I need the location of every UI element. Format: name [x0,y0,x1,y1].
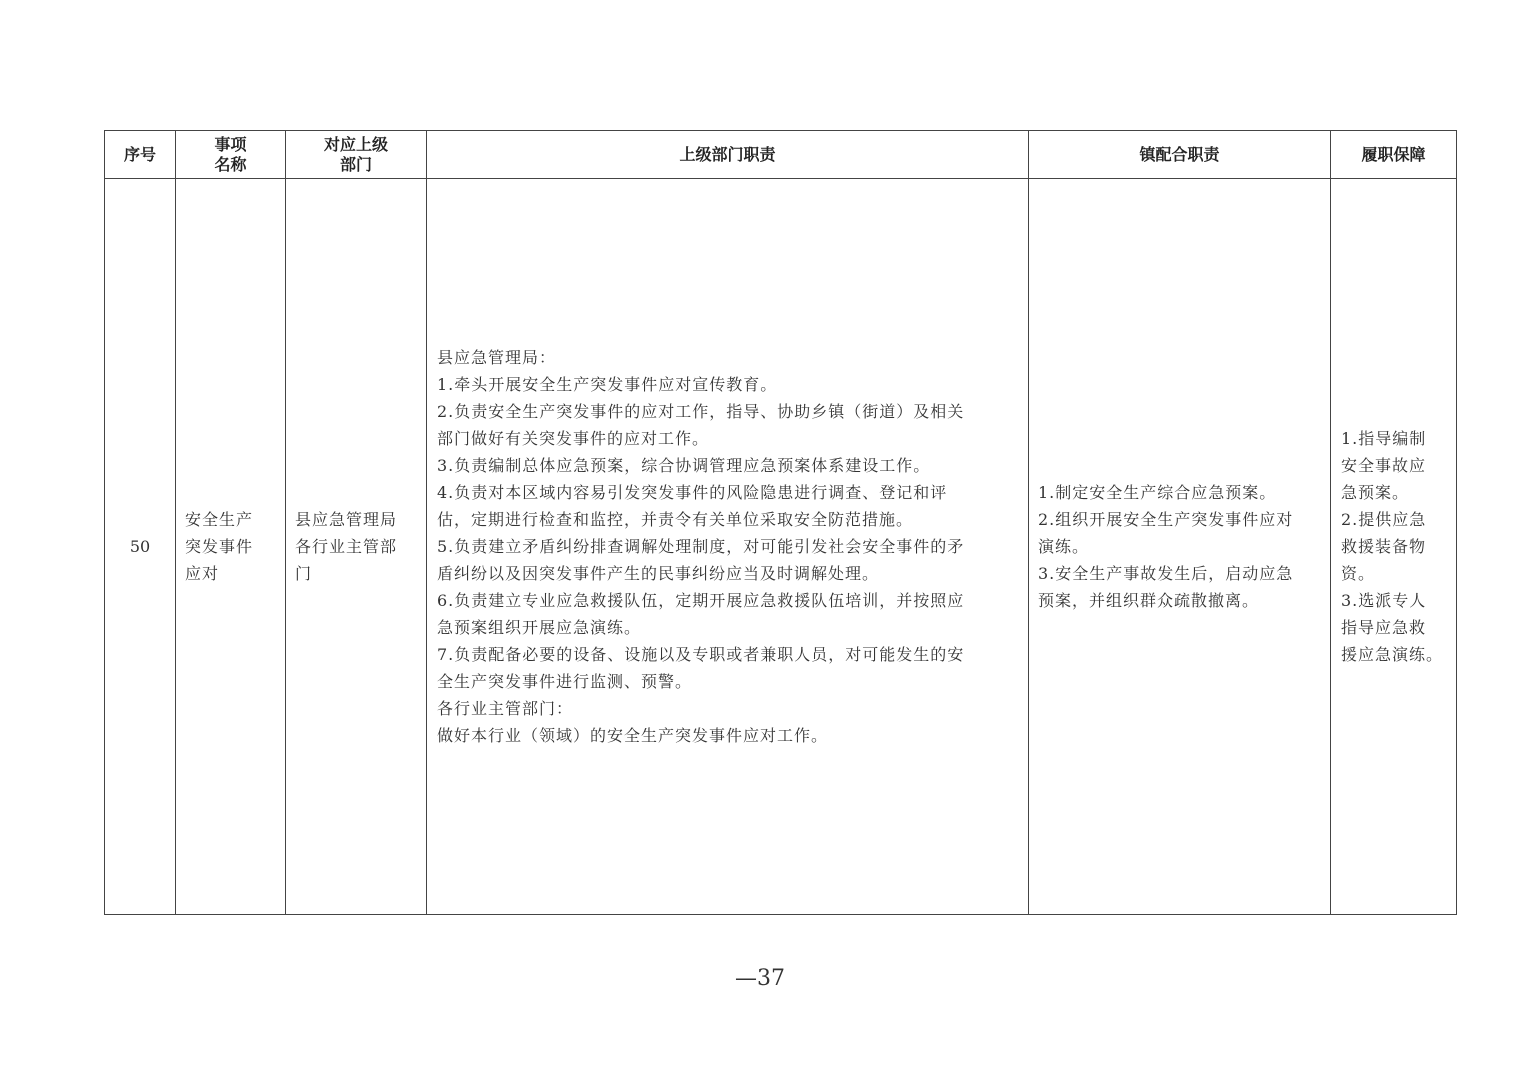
page-number: —37 [735,966,785,991]
duty-table [104,130,1457,915]
header-item-name: 事项 名称 [176,131,286,179]
cell-seq: 50 [105,179,176,915]
table-header-row [105,131,1457,179]
header-upper-duties: 上级部门职责 [427,131,1029,179]
cell-upper-department: 县应急管理局 各行业主管部 门 [286,179,427,915]
header-upper-department: 对应上级 部门 [286,131,427,179]
cell-upper-duties: 县应急管理局： 1.牵头开展安全生产突发事件应对宣传教育。 2.负责安全生产突发事件的应对工作，指导、协助乡镇（街道）及相关 部门做好有关突发事件的应对工作。 3.负责编制总体应急预案，综合协调管理应急预案体系建设工作。 4.负责对本区域内容易引发突发事件的风险隐患进行调查、登记和评 估，定期进行检查和监控，并责令有关单位采取安全防范措施。 5.负责建立矛盾纠纷排查调解处理制度，对可能引发社会安全事件的矛 盾纠纷以及因突发事件产生的民事纠纷应当及时调解处理。 6.负责建立专业应急救援队伍，定期开展应急救援队伍培训，并按照应 急预案组织开展应急演练。 7.负责配备必要的设备、设施以及专职或者兼职人员，对可能发生的安 全生产突发事件进行监测、预警。 各行业主管部门： 做好本行业（领域）的安全生产突发事件应对工作。 [427,179,1029,915]
cell-guarantee: 1.指导编制 安全事故应 急预案。 2.提供应急 救援装备物 资。 3.选派专人 指导应急救 援应急演练。 [1331,179,1457,915]
header-town-duties: 镇配合职责 [1029,131,1331,179]
table-row [105,179,1457,915]
header-seq: 序号 [105,131,176,179]
header-guarantee: 履职保障 [1331,131,1457,179]
cell-item-name: 安全生产 突发事件 应对 [176,179,286,915]
cell-town-duties: 1.制定安全生产综合应急预案。 2.组织开展安全生产突发事件应对 演练。 3.安全生产事故发生后，启动应急 预案，并组织群众疏散撤离。 [1029,179,1331,915]
